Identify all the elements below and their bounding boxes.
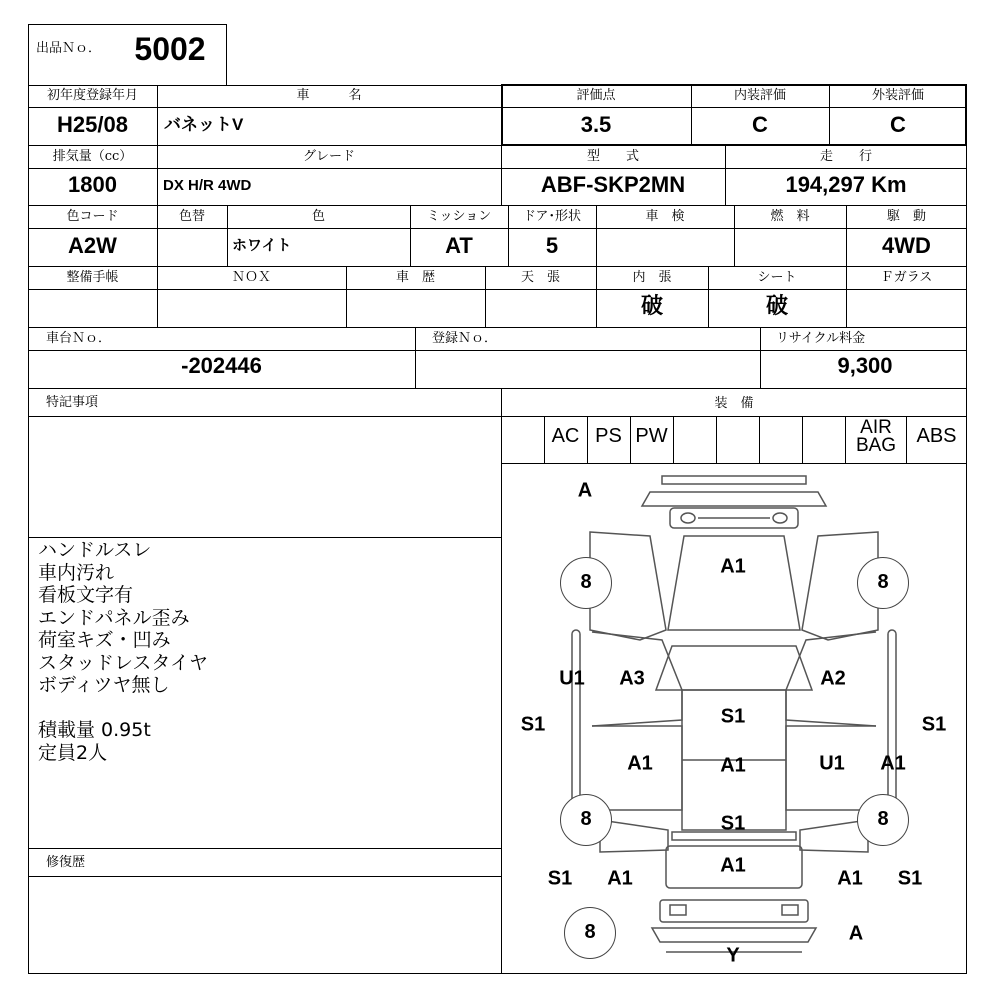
- mark-right-s1: S1: [921, 713, 947, 736]
- tire-rear-right: 8: [857, 794, 909, 846]
- glass-label: Ｆガラス: [880, 270, 933, 285]
- remark-line: 車内汚れ: [38, 561, 115, 584]
- remark-line: ハンドルスレ: [38, 539, 152, 561]
- color-label: 色: [311, 209, 325, 224]
- remark-line: 積載量 0.95t: [38, 719, 151, 741]
- equipment-pw: PW: [635, 425, 668, 447]
- mark-lower-s1: S1: [720, 812, 746, 835]
- mark-rear-y: Y: [726, 944, 740, 967]
- interior-value: C: [752, 112, 768, 137]
- color-code-label: 色コード: [66, 209, 119, 224]
- mark-roof: A1: [720, 555, 746, 578]
- equipment-item: [501, 426, 544, 462]
- tire-rear-left: 8: [560, 794, 612, 846]
- mark-left-u1: U1: [559, 667, 585, 690]
- color-change-label: 色替: [178, 209, 205, 224]
- mark-rear-right-a1: A1: [837, 867, 863, 890]
- score-label: 評価点: [576, 88, 616, 103]
- car-name-value: バネットV: [164, 115, 244, 134]
- seat-value: 破: [765, 293, 788, 318]
- repair-history-label: 修復歴: [46, 855, 86, 870]
- remark-line: エンドパネル歪み: [38, 606, 190, 629]
- chassis-value: -202446: [181, 353, 262, 378]
- remarks-label: 特記事項: [46, 395, 99, 410]
- mark-center-a1: A1: [720, 754, 746, 777]
- color-code-value: A2W: [68, 233, 117, 258]
- transmission-label: ミッション: [426, 209, 492, 224]
- displacement-value: 1800: [68, 172, 117, 197]
- exterior-value: C: [890, 112, 906, 137]
- grade-value: DX H/R 4WD: [163, 177, 252, 194]
- tire-spare: 8: [564, 907, 616, 959]
- interior-lining-value: 破: [640, 293, 663, 318]
- equipment-item: [759, 426, 802, 462]
- remark-line: 荷室キズ・凹み: [38, 629, 171, 651]
- model-label: 型 式: [586, 149, 639, 164]
- mark-rear-left-a1: A1: [607, 867, 633, 890]
- mark-rear-bumper-a: A: [848, 922, 864, 945]
- maintenance-label: 整備手帳: [66, 270, 119, 285]
- interior-lining-label: 内 張: [632, 270, 672, 285]
- mileage-value: 194,297 Km: [785, 172, 907, 197]
- drive-label: 駆 動: [886, 209, 926, 224]
- remarks-lines: [38, 539, 488, 764]
- equipment-item: [673, 426, 716, 462]
- ceiling-label: 天 張: [520, 270, 560, 285]
- registration-label: 登録Ｎｏ．: [432, 331, 498, 346]
- fuel-label: 燃 料: [770, 209, 810, 224]
- score-value: 3.5: [580, 112, 612, 137]
- remark-line: ボディツヤ無し: [38, 674, 170, 696]
- equipment-ac: AC: [551, 425, 580, 447]
- mark-rear-right-s1: S1: [897, 867, 923, 890]
- car-name-label: 車 名: [296, 88, 362, 103]
- lot-label: 出品Ｎｏ．: [36, 41, 102, 56]
- inspection-label: 車 検: [645, 209, 685, 224]
- lot-number: 5002: [134, 31, 206, 67]
- first-reg-value: H25/08: [57, 112, 128, 137]
- mark-right-a2: A2: [820, 667, 846, 690]
- equipment-ps: PS: [595, 425, 622, 447]
- grade-label: グレード: [302, 149, 355, 164]
- mark-left-side-a1: A1: [627, 752, 653, 775]
- mileage-label: 走 行: [819, 149, 872, 164]
- remark-line: [38, 697, 488, 720]
- mark-rear-a1: A1: [720, 854, 746, 877]
- equipment-item: [802, 426, 845, 462]
- seat-label: シート: [757, 270, 797, 285]
- equipment-item: [716, 426, 759, 462]
- tire-front-right: 8: [857, 557, 909, 609]
- equipment-label: 装 備: [714, 396, 754, 411]
- chassis-label: 車台Ｎｏ．: [46, 331, 112, 346]
- transmission-value: AT: [445, 233, 473, 258]
- equipment-abs: ABS: [916, 425, 957, 447]
- nox-label: ＮＯＸ: [231, 270, 271, 285]
- recycle-value: 9,300: [837, 353, 893, 378]
- mark-right-u1: U1: [819, 752, 845, 775]
- remark-line: 看板文字有: [38, 584, 134, 606]
- mark-front-bumper: A: [577, 479, 593, 502]
- recycle-label: リサイクル料金: [776, 331, 866, 346]
- tire-front-left: 8: [560, 557, 612, 609]
- doors-value: 5: [545, 233, 559, 258]
- interior-label: 内装評価: [733, 88, 786, 103]
- mark-center-s1: S1: [720, 705, 746, 728]
- mark-left-s1: S1: [520, 713, 546, 736]
- equipment-airbag: AIR BAG: [855, 417, 897, 456]
- mark-left-a3: A3: [619, 667, 645, 690]
- color-value: ホワイト: [232, 237, 292, 254]
- doors-label: ドア･形状: [522, 209, 582, 224]
- displacement-label: 排気量（cc）: [52, 149, 133, 164]
- exterior-label: 外装評価: [871, 88, 924, 103]
- remark-line: スタッドレスタイヤ: [38, 651, 209, 674]
- mark-rear-left-s1: S1: [547, 867, 573, 890]
- mark-right-side-a1: A1: [880, 752, 906, 775]
- remark-line: 定員2人: [38, 741, 108, 764]
- model-value: ABF-SKP2MN: [540, 172, 686, 197]
- drive-value: 4WD: [882, 233, 931, 258]
- first-reg-label: 初年度登録年月: [46, 88, 138, 103]
- history-label: 車 歴: [395, 270, 435, 285]
